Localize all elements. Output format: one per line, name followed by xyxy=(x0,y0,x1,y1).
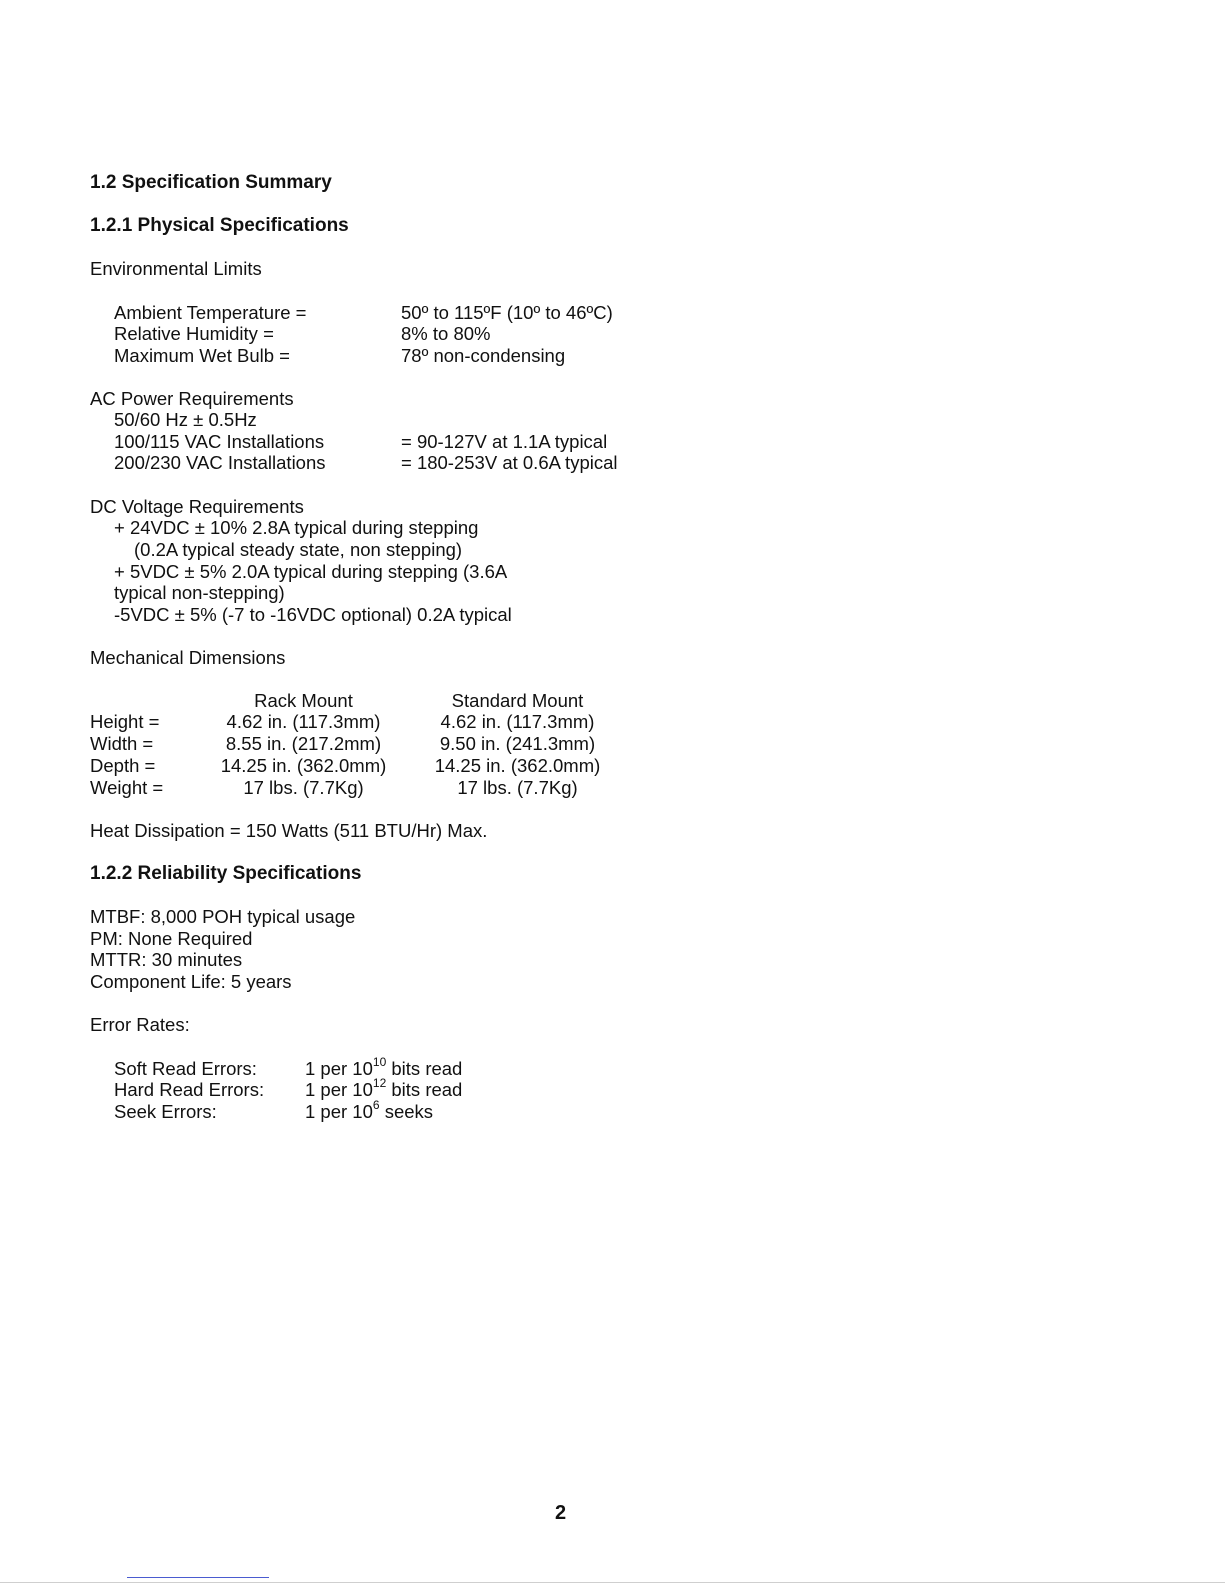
environmental-title: Environmental Limits xyxy=(90,258,262,279)
bottom-edge-mark xyxy=(127,1577,269,1578)
env-label: Relative Humidity = xyxy=(114,323,274,344)
heat-dissipation: Heat Dissipation = 150 Watts (511 BTU/Hr) Max. xyxy=(90,820,488,841)
env-label: Maximum Wet Bulb = xyxy=(114,345,290,366)
standard-value: 9.50 in. (241.3mm) xyxy=(439,733,596,754)
reliability-line: PM: None Required xyxy=(90,928,253,949)
ac-power-frequency: 50/60 Hz ± 0.5Hz xyxy=(114,409,257,430)
dimension-label: Weight = xyxy=(90,777,164,798)
rack-value: 4.62 in. (117.3mm) xyxy=(226,711,381,732)
rack-value: 8.55 in. (217.2mm) xyxy=(225,733,382,754)
standard-value: 14.25 in. (362.0mm) xyxy=(434,755,601,776)
env-value: 8% to 80% xyxy=(401,323,491,344)
standard-value: 17 lbs. (7.7Kg) xyxy=(457,777,578,798)
error-rates-title: Error Rates: xyxy=(90,1014,190,1035)
ac-label: 200/230 VAC Installations xyxy=(114,452,326,473)
error-label: Seek Errors: xyxy=(114,1101,217,1122)
env-label: Ambient Temperature = xyxy=(114,302,307,323)
error-label: Hard Read Errors: xyxy=(114,1079,265,1100)
error-label: Soft Read Errors: xyxy=(114,1058,257,1079)
error-value: 1 per $10^{10}$ bits read xyxy=(305,1054,463,1079)
dc-line: -5VDC ± 5% (-7 to -16VDC optional) 0.2A typical xyxy=(114,604,512,625)
mechanical-title: Mechanical Dimensions xyxy=(90,647,286,668)
dimension-label: Width = xyxy=(90,733,154,754)
section-heading-reliability: 1.2.2 Reliability Specifications xyxy=(90,863,362,884)
reliability-line: MTBF: 8,000 POH typical usage xyxy=(90,906,356,927)
column-header-standard-mount: Standard Mount xyxy=(451,690,584,711)
section-heading-spec-summary: 1.2 Specification Summary xyxy=(90,172,332,193)
reliability-line: Component Life: 5 years xyxy=(90,971,292,992)
dc-line: + 5VDC ± 5% 2.0A typical during stepping (3.6A xyxy=(114,561,508,582)
dc-line: + 24VDC ± 10% 2.8A typical during stepping xyxy=(114,517,479,538)
dimension-label: Depth = xyxy=(90,755,156,776)
ac-value: = 90-127V at 1.1A typical xyxy=(401,431,608,452)
env-value: 78º non-condensing xyxy=(401,345,566,366)
ac-power-title: AC Power Requirements xyxy=(90,388,294,409)
section-heading-physical: 1.2.1 Physical Specifications xyxy=(90,215,349,236)
dc-voltage-title: DC Voltage Requirements xyxy=(90,496,304,517)
page-number: 2 xyxy=(555,1502,567,1524)
error-value: 1 per $10^6$ seeks xyxy=(305,1097,434,1122)
env-value: 50º to 115ºF (10º to 46ºC) xyxy=(401,302,613,323)
reliability-line: MTTR: 30 minutes xyxy=(90,949,243,970)
dimension-label: Height = xyxy=(90,711,160,732)
error-value: 1 per $10^{12}$ bits read xyxy=(305,1075,463,1100)
rack-value: 17 lbs. (7.7Kg) xyxy=(243,777,364,798)
page-bottom-edge xyxy=(0,1582,1225,1583)
dc-line: typical non-stepping) xyxy=(114,582,285,603)
column-header-rack-mount: Rack Mount xyxy=(254,690,353,711)
rack-value: 14.25 in. (362.0mm) xyxy=(220,755,387,776)
ac-label: 100/115 VAC Installations xyxy=(114,431,325,452)
standard-value: 4.62 in. (117.3mm) xyxy=(440,711,595,732)
ac-value: = 180-253V at 0.6A typical xyxy=(401,452,618,473)
dc-line: (0.2A typical steady state, non stepping) xyxy=(134,539,463,560)
